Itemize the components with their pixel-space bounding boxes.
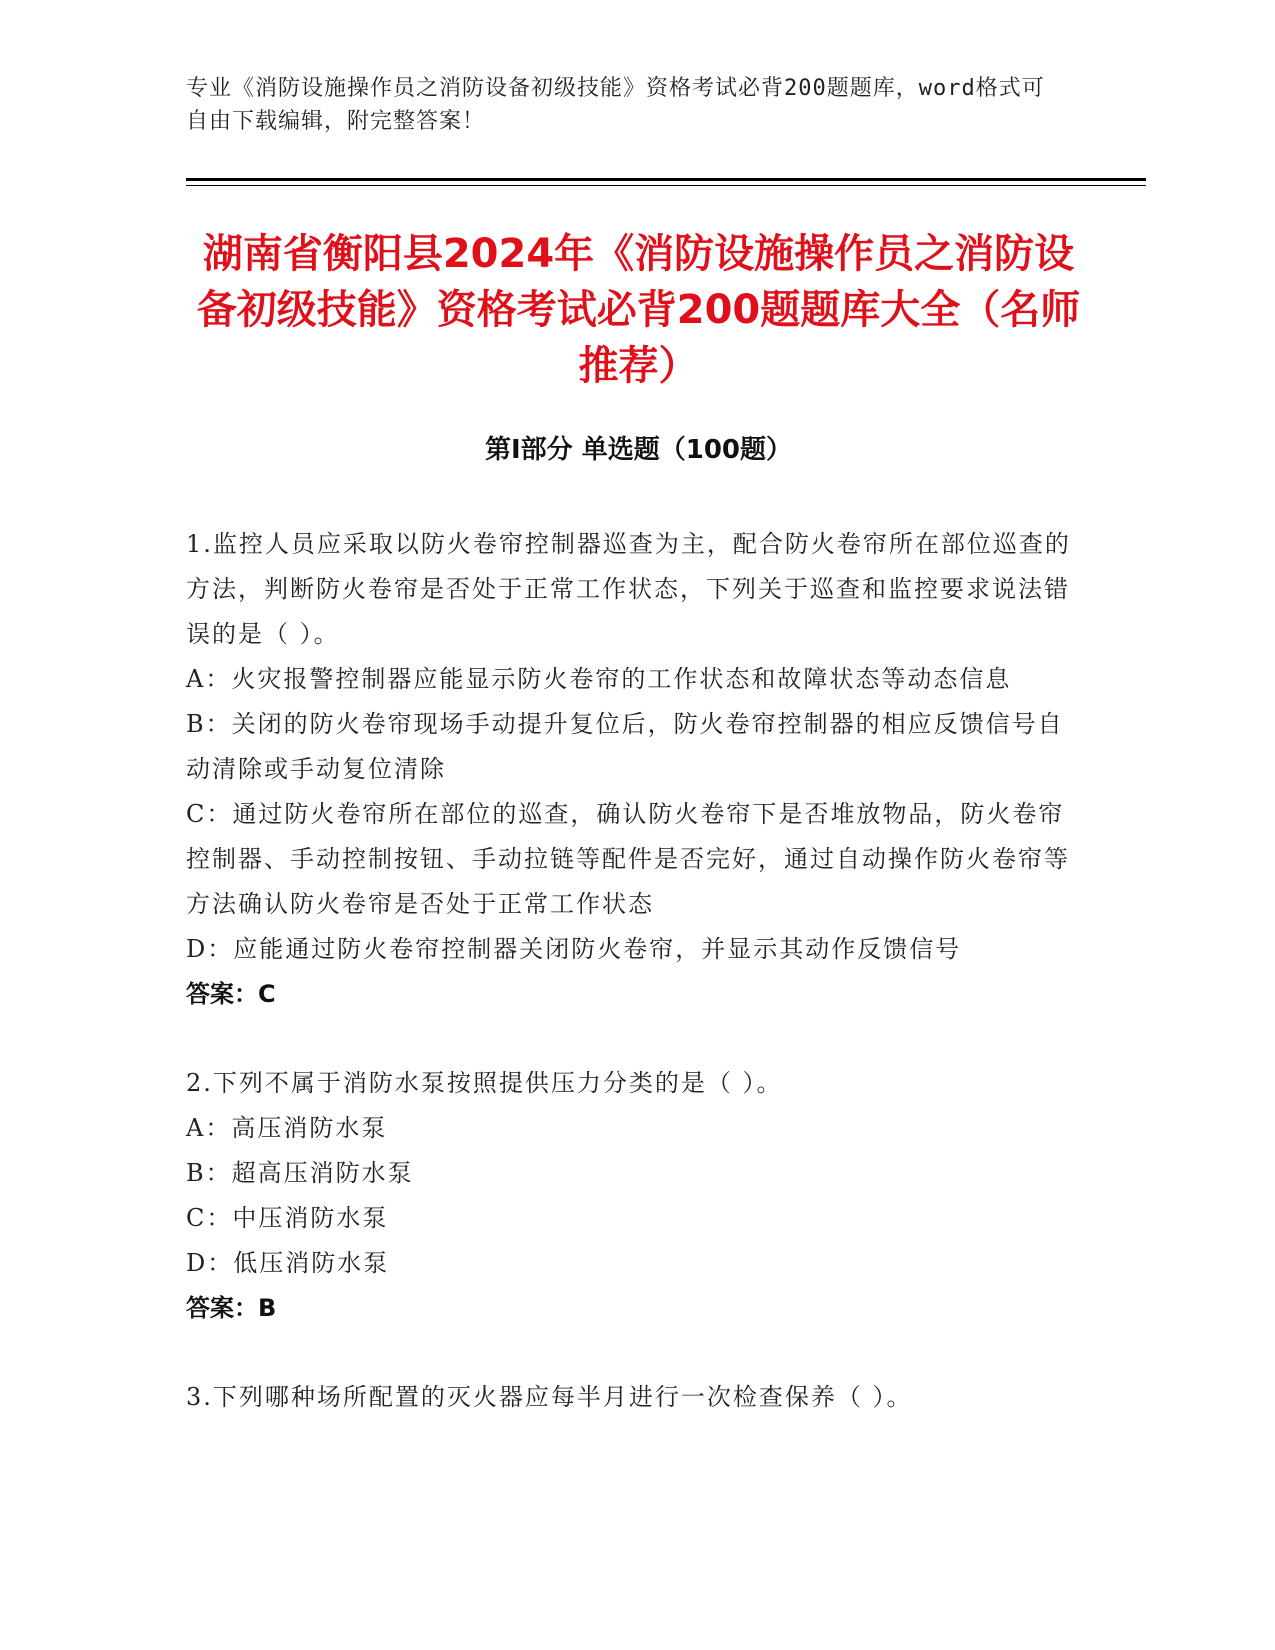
header-rule-thin [186,185,1146,186]
option-d: D：应能通过防火卷帘控制器关闭防火卷帘，并显示其动作反馈信号 [186,935,962,963]
question-gap [186,1331,1071,1375]
option-a: A：高压消防水泵 [186,1114,388,1142]
option-b: B：超高压消防水泵 [186,1159,414,1187]
option-d: D：低压消防水泵 [186,1249,390,1277]
option-b: B：关闭的防火卷帘现场手动提升复位后，防火卷帘控制器的相应反馈信号自动清除或手动复位清除 [186,710,1064,783]
option-c: C：通过防火卷帘所在部位的巡查，确认防火卷帘下是否堆放物品，防火卷帘控制器、手动控制按钮、手动拉链等配件是否完好，通过自动操作防火卷帘等方法确认防火卷帘是否处于正常工作状态 [186,800,1070,918]
answer: 答案：C [186,980,276,1008]
header-rule-thick [186,178,1146,181]
question-stem: 1.监控人员应采取以防火卷帘控制器巡查为主，配合防火卷帘所在部位巡查的方法，判断防火卷帘是否处于正常工作状态，下列关于巡查和监控要求说法错误的是（ ）。 [186,530,1071,648]
question-list [186,522,1071,1420]
question-gap [186,1017,1071,1061]
question-stem: 2.下列不属于消防水泵按照提供压力分类的是（ ）。 [186,1069,783,1097]
question-stem: 3.下列哪种场所配置的灭火器应每半月进行一次检查保养（ ）。 [186,1383,913,1411]
section-heading: 第I部分 单选题（100题） [485,435,792,465]
option-a: A：火灾报警控制器应能显示防火卷帘的工作状态和故障状态等动态信息 [186,665,1012,693]
question-3 [186,1375,1071,1420]
document-title: 湖南省衡阳县2024年《消防设施操作员之消防设备初级技能》资格考试必背200题题库大全（名师推荐） [196,231,1081,389]
header-note: 专业《消防设施操作员之消防设备初级技能》资格考试必背200题题库，word格式可自由下载编辑，附完整答案！ [186,76,1045,134]
option-c: C：中压消防水泵 [186,1204,389,1232]
question-1 [186,522,1071,1017]
answer: 答案：B [186,1294,277,1322]
question-2 [186,1061,1071,1331]
